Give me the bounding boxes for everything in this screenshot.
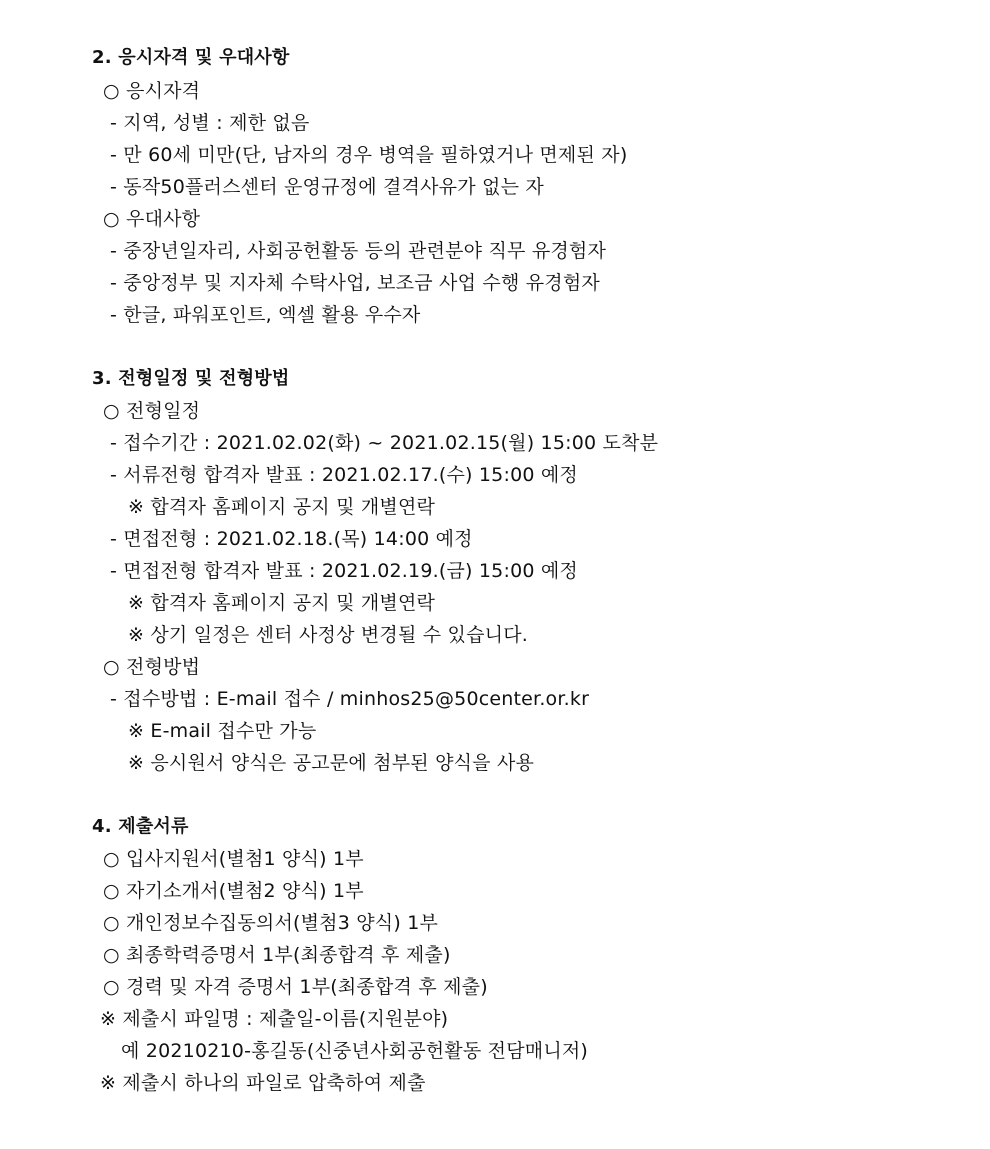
method-item: - 접수방법 : E-mail 접수 / minhos25@50center.or.kr [110,688,590,710]
document-item: ○ 경력 및 자격 증명서 1부(최종합격 후 제출) [103,976,488,998]
schedule-item: - 면접전형 합격자 발표 : 2021.02.19.(금) 15:00 예정 [110,560,578,582]
section-4-heading: 4. 제출서류 [92,816,189,837]
filename-example: 예 20210210-홍길동(신중년사회공헌활동 전담매니저) [121,1040,589,1062]
schedule-note: ※ 상기 일정은 센터 사정상 변경될 수 있습니다. [128,624,529,646]
schedule-note: ※ 합격자 홈페이지 공지 및 개별연락 [128,592,436,614]
method-note: ※ E-mail 접수만 가능 [128,720,317,742]
eligibility-item: - 만 60세 미만(단, 남자의 경우 병역을 필하였거나 면제된 자) [110,144,628,166]
preference-item: - 한글, 파워포인트, 엑셀 활용 우수자 [110,304,421,326]
section-3-heading: 3. 전형일정 및 전형방법 [92,368,290,389]
compress-note: ※ 제출시 하나의 파일로 압축하여 제출 [100,1072,426,1094]
schedule-item: - 접수기간 : 2021.02.02(화) ~ 2021.02.15(월) 15:00 도착분 [110,432,659,454]
document-item: ○ 개인정보수집동의서(별첨3 양식) 1부 [103,912,439,934]
eligibility-item: - 지역, 성별 : 제한 없음 [110,112,310,134]
eligibility-title: ○ 응시자격 [103,80,201,102]
section-2-heading: 2. 응시자격 및 우대사항 [92,47,290,68]
document-item: ○ 입사지원서(별첨1 양식) 1부 [103,848,364,870]
eligibility-item: - 동작50플러스센터 운영규정에 결격사유가 없는 자 [110,176,544,198]
preference-item: - 중장년일자리, 사회공헌활동 등의 관련분야 직무 유경험자 [110,240,607,262]
document-item: ○ 자기소개서(별첨2 양식) 1부 [103,880,364,902]
method-title: ○ 전형방법 [103,656,201,678]
schedule-item: - 면접전형 : 2021.02.18.(목) 14:00 예정 [110,528,473,550]
schedule-title: ○ 전형일정 [103,400,201,422]
filename-note: ※ 제출시 파일명 : 제출일-이름(지원분야) [100,1008,449,1030]
method-note: ※ 응시원서 양식은 공고문에 첨부된 양식을 사용 [128,752,535,774]
document-item: ○ 최종학력증명서 1부(최종합격 후 제출) [103,944,451,966]
preference-item: - 중앙정부 및 지자체 수탁사업, 보조금 사업 수행 유경험자 [110,272,600,294]
schedule-note: ※ 합격자 홈페이지 공지 및 개별연락 [128,496,436,518]
preference-title: ○ 우대사항 [103,208,201,230]
schedule-item: - 서류전형 합격자 발표 : 2021.02.17.(수) 15:00 예정 [110,464,578,486]
